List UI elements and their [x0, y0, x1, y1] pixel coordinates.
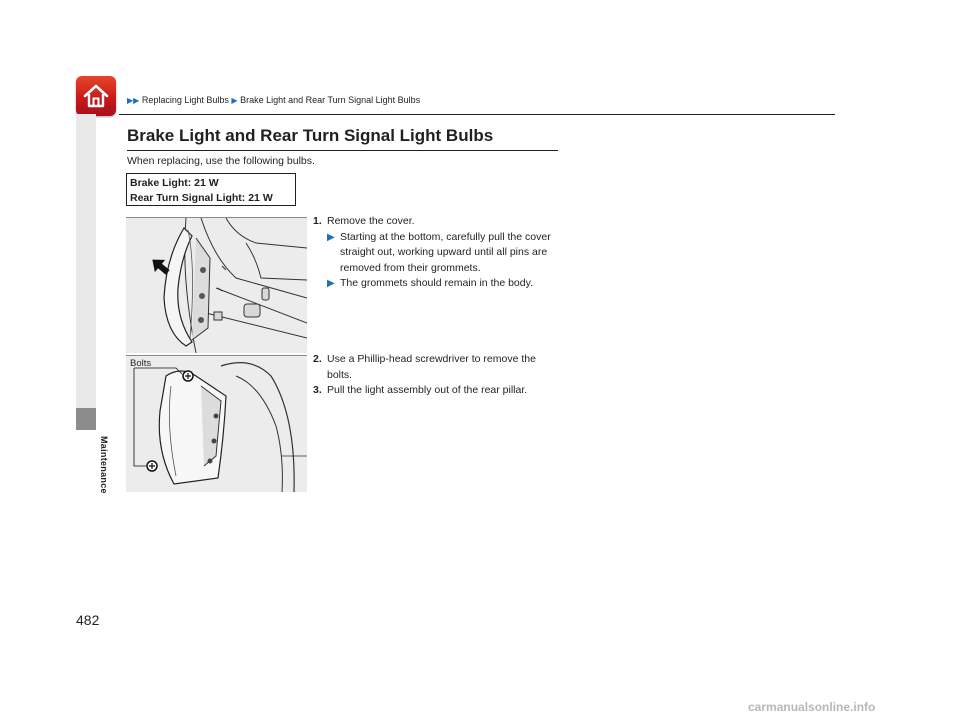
- step-1-note-2: [313, 276, 563, 292]
- step-1-note-1: [313, 230, 563, 277]
- title-divider: [127, 150, 558, 151]
- intro-text: When replacing, use the following bulbs.: [127, 155, 315, 167]
- header-divider: [119, 114, 835, 115]
- breadcrumb-arrow-icon: ▶: [231, 96, 238, 105]
- note-arrow-icon: ▶: [327, 278, 335, 289]
- step-number: 2.: [313, 353, 322, 365]
- step-1: [313, 214, 563, 292]
- step-text: Pull the light assembly out of the rear pillar.: [327, 384, 528, 396]
- step-text: Use a Phillip-head screwdriver to remove the bolts.: [327, 353, 536, 381]
- site-watermark: carmanualsonline.info: [748, 700, 876, 714]
- brake-light-spec: Brake Light: 21 W: [130, 177, 219, 189]
- home-icon: [80, 80, 112, 112]
- note-text: Starting at the bottom, carefully pull the cover straight out, working upward until all pins are removed from their grommets.: [340, 230, 551, 274]
- bulb-spec-box: [126, 173, 296, 206]
- step-2: [313, 352, 563, 383]
- note-text: The grommets should remain in the body.: [340, 277, 533, 289]
- breadcrumb-item-replacing-light-bulbs[interactable]: Replacing Light Bulbs: [141, 95, 229, 105]
- step-number: 3.: [313, 384, 322, 396]
- step-text: Remove the cover.: [327, 215, 415, 227]
- breadcrumb-item-current: Brake Light and Rear Turn Signal Light Bulbs: [240, 95, 421, 105]
- step-number: 1.: [313, 215, 322, 227]
- section-tab-bar: [76, 114, 96, 408]
- cover-removal-illustration: [126, 217, 307, 353]
- section-tab-active-marker[interactable]: [76, 408, 96, 430]
- breadcrumb-arrow-icon: ▶▶: [127, 96, 140, 105]
- page-title: Brake Light and Rear Turn Signal Light Bulbs: [127, 126, 494, 145]
- section-label: Maintenance: [99, 436, 109, 494]
- bolt-removal-illustration: [126, 355, 307, 492]
- breadcrumb: [127, 95, 420, 105]
- home-button[interactable]: [76, 76, 116, 116]
- turn-signal-spec: Rear Turn Signal Light: 21 W: [130, 192, 273, 204]
- note-arrow-icon: ▶: [327, 231, 335, 243]
- bolts-callout: Bolts: [130, 358, 152, 369]
- page-number: 482: [76, 612, 100, 628]
- step-3: [313, 383, 563, 399]
